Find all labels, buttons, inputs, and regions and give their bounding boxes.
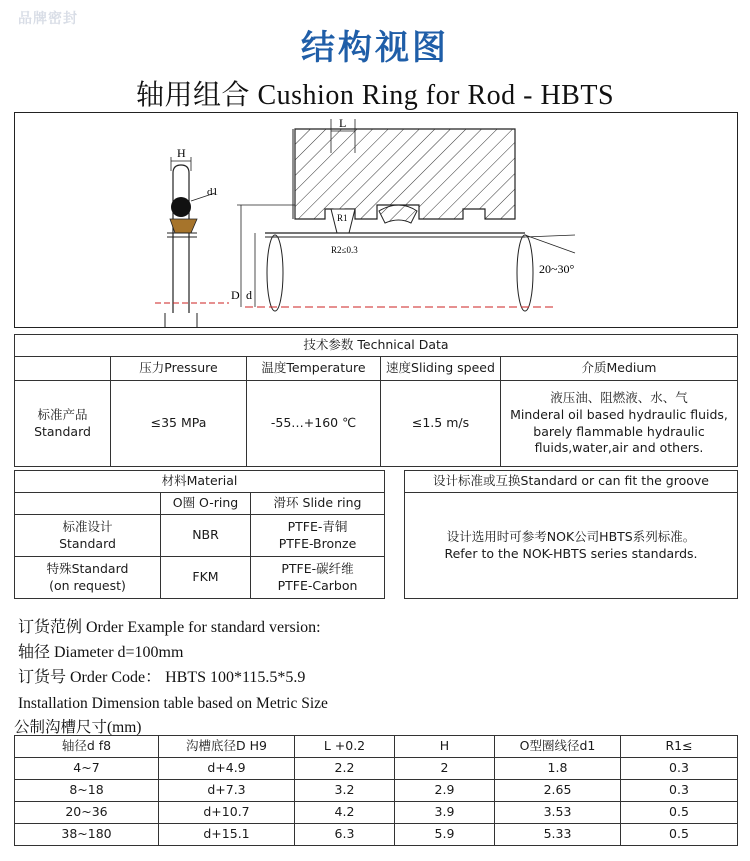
dim-cell: 4.2 [295, 802, 395, 824]
dim-cell: 6.3 [295, 824, 395, 846]
technical-data-title: 技术参数 Technical Data [15, 335, 738, 357]
dim-cell: d+4.9 [159, 758, 295, 780]
material-table [14, 470, 385, 599]
page-subtitle: 轴用组合 Cushion Ring for Rod - HBTS [135, 80, 615, 111]
material-oring-value: FKM [161, 557, 251, 599]
dimension-title-cn: 公制沟槽尺寸(mm) [14, 719, 142, 736]
dim-cell: 2.2 [295, 758, 395, 780]
groove-line-cn: 设计选用时可参考NOK公司HBTS系列标准。 [446, 528, 696, 544]
slide-ring-section [170, 219, 197, 233]
header-medium: 介质Medium [501, 357, 738, 381]
temperature-value: -55…+160 ℃ [247, 381, 381, 467]
speed-value: ≤1.5 m/s [381, 381, 501, 467]
label-d: d [246, 288, 252, 302]
dim-cell: 2 [395, 758, 495, 780]
groove-standard-table [404, 470, 738, 599]
material-slide-value [251, 557, 385, 599]
rod [245, 233, 575, 311]
dim-header: L +0.2 [295, 736, 395, 758]
groove-line-en: Refer to the NOK-HBTS series standards. [444, 545, 698, 561]
medium-line: 液压油、阻燃液、水、气 [550, 389, 688, 405]
material-slide-en: PTFE-Carbon [277, 577, 358, 593]
dim-cell: 0.5 [621, 802, 738, 824]
table-row [15, 802, 738, 824]
dim-cell: 20~36 [15, 802, 159, 824]
order-diameter: 轴径 Diameter d=100mm [18, 644, 184, 661]
groove-title: 设计标准或互换Standard or can fit the groove [405, 471, 738, 493]
row-label-cn: 标准产品 [37, 406, 88, 422]
medium-value [501, 381, 738, 467]
dim-header: O型圈线径d1 [495, 736, 621, 758]
header-temperature: 温度Temperature [247, 357, 381, 381]
label-R2: R2≤0.3 [331, 245, 358, 255]
label-L: L [339, 116, 347, 130]
material-row-label-cn: 标准设计 [62, 518, 113, 534]
material-row-label-en: (on request) [49, 577, 126, 593]
table-row [15, 824, 738, 846]
label-R1: R1 [337, 213, 348, 223]
row-label-en: Standard [34, 423, 91, 439]
cross-section-diagram [15, 113, 738, 328]
dim-header: R1≤ [621, 736, 738, 758]
row-standard-label [15, 381, 111, 467]
label-d1: d1 [207, 186, 218, 198]
label-H: H [177, 146, 186, 160]
dimension-title-en: Installation Dimension table based on Metric Size [18, 695, 328, 712]
dim-cell: 3.53 [495, 802, 621, 824]
page-title: 结构视图 [301, 28, 449, 68]
dim-cell: 38~180 [15, 824, 159, 846]
o-ring-section [171, 197, 191, 217]
structure-drawing [14, 112, 738, 328]
label-D: D [231, 288, 240, 302]
material-slide-cn: PTFE-碳纤维 [281, 560, 354, 576]
dim-cell: 5.33 [495, 824, 621, 846]
dim-cell: 2.65 [495, 780, 621, 802]
material-row-label [15, 515, 161, 557]
dim-header: 沟槽底径D H9 [159, 736, 295, 758]
dim-cell: 0.5 [621, 824, 738, 846]
material-row-label [15, 557, 161, 599]
dim-cell: 8~18 [15, 780, 159, 802]
dim-cell: 0.3 [621, 758, 738, 780]
material-slide-value [251, 515, 385, 557]
medium-line: fluids,water,air and others. [534, 440, 704, 456]
medium-line: Minderal oil based hydraulic fluids, [510, 406, 728, 422]
material-title: 材料Material [15, 471, 385, 493]
dim-cell: 5.9 [395, 824, 495, 846]
header-pressure: 压力Pressure [111, 357, 247, 381]
order-example-title: 订货范例 Order Example for standard version: [18, 619, 321, 636]
watermark-logo: 品牌密封 [18, 10, 78, 26]
dim-cell: 2.9 [395, 780, 495, 802]
technical-data-table [14, 334, 738, 467]
groove-text [405, 493, 738, 599]
dimension-D-d [231, 205, 295, 307]
dim-header: 轴径d f8 [15, 736, 159, 758]
material-oring-value: NBR [161, 515, 251, 557]
material-header-slide: 滑环 Slide ring [251, 493, 385, 515]
dim-cell: d+7.3 [159, 780, 295, 802]
material-slide-cn: PTFE-青铜 [287, 518, 348, 534]
medium-line: barely flammable hydraulic [533, 423, 705, 439]
header-blank [15, 357, 111, 381]
dimension-table [14, 735, 738, 846]
material-header-oring: O圈 O-ring [161, 493, 251, 515]
dim-header: H [395, 736, 495, 758]
dim-cell: 0.3 [621, 780, 738, 802]
order-code: 订货号 Order Code： HBTS 100*115.5*5.9 [18, 669, 306, 686]
dim-cell: 1.8 [495, 758, 621, 780]
dim-cell: 4~7 [15, 758, 159, 780]
table-row [15, 780, 738, 802]
material-slide-en: PTFE-Bronze [278, 535, 357, 551]
dim-cell: d+15.1 [159, 824, 295, 846]
header-speed: 速度Sliding speed [381, 357, 501, 381]
material-row-label-en: Standard [59, 535, 116, 551]
material-header-blank [15, 493, 161, 515]
dim-cell: d+10.7 [159, 802, 295, 824]
label-angle: 20~30° [539, 262, 575, 276]
table-row [15, 758, 738, 780]
dim-cell: 3.2 [295, 780, 395, 802]
material-row-label-cn: 特殊Standard [46, 560, 129, 576]
seal-side-view [155, 146, 229, 328]
dim-cell: 3.9 [395, 802, 495, 824]
pressure-value: ≤35 MPa [111, 381, 247, 467]
